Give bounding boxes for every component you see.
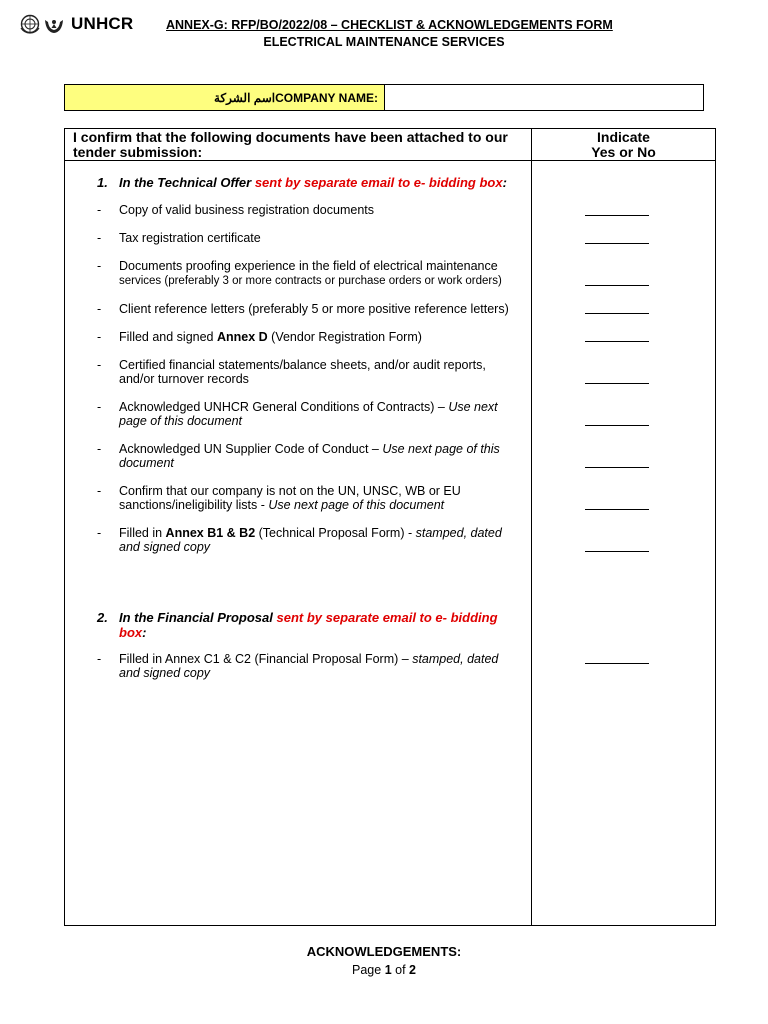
item-text: Copy of valid business registration documents (119, 203, 374, 217)
item-text-bold: Annex B1 & B2 (165, 526, 256, 540)
section-title-end: : (142, 625, 147, 640)
item-bullet: - (97, 231, 102, 245)
item-text (119, 652, 523, 680)
page-current: 1 (384, 963, 392, 977)
section-technical-offer-title (97, 175, 507, 190)
checklist-item (97, 400, 523, 428)
item-text-line1: Documents proofing experience in the field of electrical maintenance (119, 259, 498, 273)
table-header-indicate (532, 130, 715, 160)
item-text-italic: stamped, dated (412, 652, 499, 666)
yes-no-answer-blank[interactable] (585, 467, 649, 468)
item-text-line2: page of this document (119, 414, 242, 428)
section-title-red2: box (119, 625, 143, 640)
column-divider (531, 129, 532, 925)
item-text-line2: and signed copy (119, 666, 211, 680)
item-text (119, 484, 523, 512)
item-text-italic2: Use next page of this document (268, 498, 445, 512)
item-bullet: - (97, 358, 102, 372)
yes-no-answer-blank[interactable] (585, 285, 649, 286)
section-title-red: sent by separate email to e- bidding box (254, 175, 503, 190)
item-text-italic: Use next (448, 400, 498, 414)
section-title-text: In the Technical Offer (119, 175, 255, 190)
item-text (119, 330, 523, 344)
item-text-line2: and signed copy (119, 540, 211, 554)
header-left-line1: I confirm that the following documents have been attached to our (73, 129, 508, 145)
item-text-line1: Confirm that our company is not on the UN, UNSC, WB or EU (119, 484, 461, 498)
company-name-label (65, 85, 385, 110)
logo-text: UNHCR (71, 14, 134, 33)
page-prefix: Page (352, 963, 385, 977)
yes-no-answer-blank[interactable] (585, 663, 649, 664)
yes-no-answer-blank[interactable] (585, 383, 649, 384)
header-right-line1: Indicate (597, 129, 650, 145)
company-name-label-arabic: اسم الشركة (213, 90, 276, 105)
company-name-row (64, 84, 704, 111)
item-bullet: - (97, 526, 102, 540)
section-number: 2. (97, 610, 108, 625)
item-text (119, 358, 523, 386)
section-number: 1. (97, 175, 108, 190)
item-text-bold: Annex D (216, 330, 268, 344)
section-title-text: In the Financial Proposal (119, 610, 277, 625)
page-number (0, 963, 768, 977)
checklist-item (97, 231, 523, 245)
checklist-item (97, 526, 523, 554)
item-bullet: - (97, 652, 102, 666)
section-title-end: : (502, 175, 507, 190)
yes-no-answer-blank[interactable] (585, 215, 649, 216)
item-bullet: - (97, 442, 102, 456)
item-text (119, 526, 523, 554)
checklist-item (97, 484, 523, 512)
header-left-line2: tender submission: (73, 144, 203, 160)
yes-no-answer-blank[interactable] (585, 551, 649, 552)
company-name-label-english: COMPANY NAME: (275, 90, 378, 105)
item-bullet: - (97, 330, 102, 344)
item-text-pre: Acknowledged UN Supplier Code of Conduct – (119, 442, 383, 456)
item-text-post: (Technical Proposal Form) - (255, 526, 416, 540)
unhcr-logo (20, 14, 133, 34)
table-header-confirmation (73, 130, 529, 160)
item-text (119, 400, 523, 428)
document-title: ANNEX-G: RFP/BO/2022/08 – CHECKLIST & ACKNOWLEDGEMENTS FORM (166, 18, 613, 32)
section-financial-proposal-title (97, 610, 523, 640)
section-title-red: sent by separate email to e- bidding (276, 610, 498, 625)
item-text (119, 259, 523, 288)
checklist-item (97, 652, 523, 680)
page-total: 2 (409, 963, 416, 977)
item-text-italic: Use next page of this (382, 442, 500, 456)
item-bullet: - (97, 484, 102, 498)
item-bullet: - (97, 400, 102, 414)
item-text-pre: Filled in Annex C1 & C2 (Financial Proposal Form) – (119, 652, 413, 666)
unhcr-hands-icon (43, 14, 65, 34)
un-emblem-icon (20, 14, 40, 34)
item-text-line1: Certified financial statements/balance sheets, and/or audit reports, (119, 358, 486, 372)
yes-no-answer-blank[interactable] (585, 243, 649, 244)
item-text-pre: Acknowledged UNHCR General Conditions of Contracts) – (119, 400, 449, 414)
item-text-post: (Vendor Registration Form) (267, 330, 422, 344)
checklist-item (97, 358, 523, 386)
item-text: Tax registration certificate (119, 231, 261, 245)
checklist-table (64, 128, 716, 926)
item-text-pre: Filled in (119, 526, 166, 540)
yes-no-answer-blank[interactable] (585, 341, 649, 342)
yes-no-answer-blank[interactable] (585, 313, 649, 314)
item-bullet: - (97, 302, 102, 316)
checklist-item (97, 203, 523, 217)
item-text-line2: services (preferably 3 or more contracts or purchase orders or work orders) (119, 275, 502, 287)
company-name-field[interactable] (385, 85, 703, 110)
acknowledgements-heading: ACKNOWLEDGEMENTS: (306, 944, 462, 959)
item-text-pre2: sanctions/ineligibility lists - (119, 498, 269, 512)
header-divider (65, 160, 715, 161)
document-subtitle: ELECTRICAL MAINTENANCE SERVICES (263, 35, 505, 49)
checklist-item (97, 302, 523, 316)
page-of: of (391, 963, 410, 977)
item-text-italic: stamped, dated (415, 526, 502, 540)
item-text (119, 442, 523, 470)
checklist-item (97, 330, 523, 344)
item-text-line2: document (119, 456, 174, 470)
header-right-line2: Yes or No (591, 144, 656, 160)
item-bullet: - (97, 203, 102, 217)
item-text-line2: and/or turnover records (119, 372, 249, 386)
item-bullet: - (97, 259, 102, 273)
yes-no-answer-blank[interactable] (585, 509, 649, 510)
yes-no-answer-blank[interactable] (585, 425, 649, 426)
item-text-pre: Filled and signed (119, 330, 217, 344)
item-text: Client reference letters (preferably 5 or more positive reference letters) (119, 302, 509, 316)
checklist-item (97, 442, 523, 470)
checklist-item (97, 259, 523, 288)
